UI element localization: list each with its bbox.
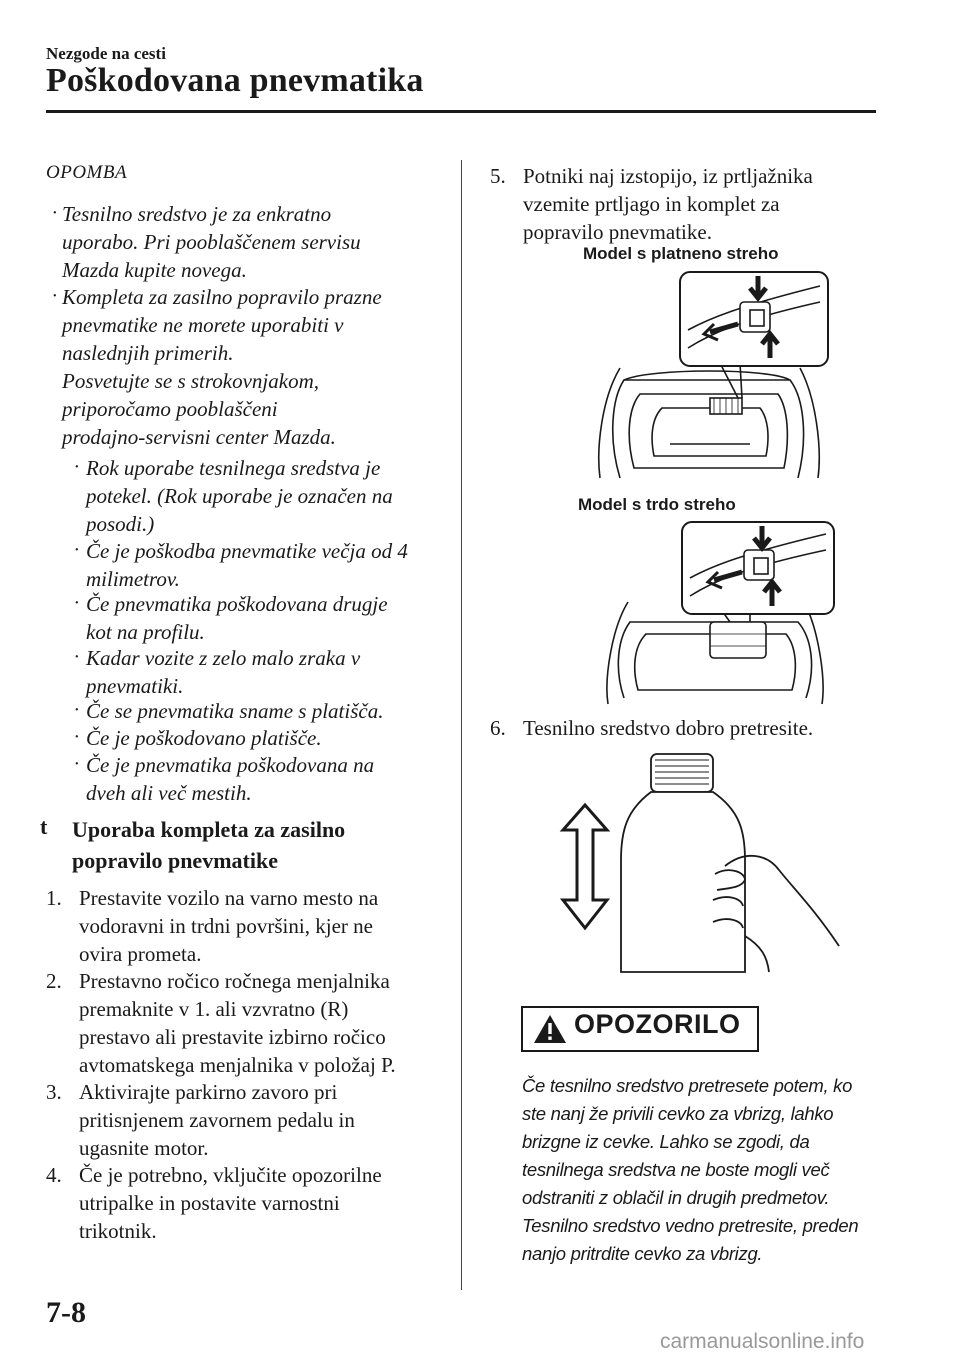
- text-line: Če se pnevmatika sname s platišča.: [86, 699, 384, 723]
- bullet-dot-icon: ·: [74, 539, 79, 561]
- step-item: [490, 162, 890, 246]
- bullet-dot-icon: ·: [74, 646, 79, 668]
- text-line: Tesnilno sredstvo je za enkratno: [62, 202, 332, 226]
- text-line: Če je poškodovano platišče.: [86, 726, 322, 750]
- text-line: Če pnevmatika poškodovana drugje: [86, 592, 388, 616]
- text-line: Uporaba kompleta za zasilno: [72, 817, 346, 842]
- step-number: 3.: [46, 1080, 62, 1104]
- text-line: pritisnjenem zavornem pedalu in: [79, 1108, 355, 1132]
- text-line: ugasnite motor.: [79, 1136, 209, 1160]
- text-line: uporabo. Pri pooblaščenem servisu: [62, 230, 361, 254]
- bullet-dot-icon: ·: [74, 699, 79, 721]
- note-sub-bullet: [74, 454, 454, 538]
- text-line: odstraniti z oblačil in drugih predmetov.: [522, 1187, 830, 1208]
- note-sub-bullet: [74, 537, 454, 593]
- text-line: Mazda kupite novega.: [62, 258, 247, 282]
- note-bullet: [52, 200, 442, 284]
- text-line: vodoravni in trdni površini, kjer ne: [79, 914, 373, 938]
- warning-text: [522, 1072, 882, 1268]
- warning-triangle-icon: [533, 1014, 567, 1044]
- note-title: OPOMBA: [46, 162, 128, 183]
- note-sub-bullet: [74, 644, 454, 700]
- text-line: Če je poškodba pnevmatike večja od 4: [86, 539, 408, 563]
- text-line: Posvetujte se s strokovnjakom,: [62, 369, 319, 393]
- text-line: potekel. (Rok uporabe je označen na: [86, 484, 393, 508]
- text-line: ovira prometa.: [79, 942, 202, 966]
- text-line: posodi.): [86, 512, 155, 536]
- text-line: Aktivirajte parkirno zavoro pri: [79, 1080, 338, 1104]
- step-number: 1.: [46, 886, 62, 910]
- section-label: Nezgode na cesti: [46, 44, 166, 63]
- bullet-dot-icon: ·: [74, 592, 79, 614]
- note-sub-bullet: [74, 724, 454, 752]
- text-line: dveh ali več mestih.: [86, 781, 252, 805]
- note-sub-bullet: [74, 590, 454, 646]
- text-line: Če je potrebno, vključite opozorilne: [79, 1163, 382, 1187]
- text-line: pnevmatiki.: [86, 674, 184, 698]
- step-item: [46, 967, 456, 1079]
- bullet-dot-icon: ·: [74, 753, 79, 775]
- bullet-dot-icon: ·: [74, 726, 79, 748]
- text-line: nanjo pritrdite cevko za vbrizg.: [522, 1243, 763, 1264]
- watermark: carmanualsonline.info: [660, 1330, 865, 1353]
- text-line: avtomatskega menjalnika v položaj P.: [79, 1053, 396, 1077]
- text-line: Tesnilno sredstvo vedno pretresite, preden: [522, 1215, 859, 1236]
- text-line: popravilo pnevmatike: [72, 848, 278, 873]
- text-line: Kompleta za zasilno popravilo prazne: [62, 285, 382, 309]
- note-sub-bullet: [74, 697, 454, 725]
- bullet-dot-icon: ·: [74, 456, 79, 478]
- text-line: Kadar vozite z zelo malo zraka v: [86, 646, 361, 670]
- text-line: pnevmatike ne morete uporabiti v: [62, 313, 344, 337]
- text-line: vzemite prtljago in komplet za: [523, 192, 780, 216]
- text-line: Tesnilno sredstvo dobro pretresite.: [523, 716, 814, 740]
- text-line: popravilo pnevmatike.: [523, 220, 712, 244]
- page-title: Poškodovana pnevmatika: [46, 62, 424, 99]
- text-line: ste nanj že privili cevko za vbrizg, lahko: [522, 1103, 834, 1124]
- text-line: Prestavno ročico ročnega menjalnika: [79, 969, 390, 993]
- text-line: Rok uporabe tesnilnega sredstva je: [86, 456, 381, 480]
- step-item: [490, 714, 890, 742]
- figure-label-soft-top: Model s platneno streho: [583, 244, 779, 263]
- text-line: naslednjih primerih.: [62, 341, 234, 365]
- figure-label-hard-top: Model s trdo streho: [578, 495, 736, 514]
- step-item: [46, 1078, 446, 1162]
- text-line: Če je pnevmatika poškodovana na: [86, 753, 375, 777]
- text-line: prodajno-servisni center Mazda.: [62, 425, 336, 449]
- note-bullet: [52, 283, 442, 451]
- subsection-marker: t: [40, 814, 48, 839]
- hard-top-trunk-illustration: [600, 518, 840, 708]
- text-line: Če tesnilno sredstvo pretresete potem, ko: [522, 1075, 853, 1096]
- bottle-shake-illustration: [555, 750, 845, 985]
- text-line: tesnilnega sredstva ne boste mogli več: [522, 1159, 830, 1180]
- step-number: 6.: [490, 716, 506, 740]
- bullet-dot-icon: ·: [52, 202, 57, 224]
- page-number: 7-8: [46, 1296, 86, 1329]
- step-number: 5.: [490, 164, 506, 188]
- text-line: kot na profilu.: [86, 620, 205, 644]
- warning-label: OPOZORILO: [574, 1009, 741, 1039]
- text-line: Potniki naj izstopijo, iz prtljažnika: [523, 164, 813, 188]
- text-line: prestavo ali prestavite izbirno ročico: [79, 1025, 386, 1049]
- text-line: milimetrov.: [86, 567, 180, 591]
- column-divider: [461, 160, 462, 1290]
- step-number: 2.: [46, 969, 62, 993]
- text-line: utripalke in postavite varnostni: [79, 1191, 340, 1215]
- soft-top-trunk-illustration: [590, 268, 840, 498]
- text-line: Prestavite vozilo na varno mesto na: [79, 886, 379, 910]
- step-number: 4.: [46, 1163, 62, 1187]
- text-line: priporočamo pooblaščeni: [62, 397, 278, 421]
- subsection-title: [72, 814, 442, 876]
- text-line: trikotnik.: [79, 1219, 157, 1243]
- step-item: [46, 1161, 446, 1245]
- text-line: premaknite v 1. ali vzvratno (R): [79, 997, 349, 1021]
- note-sub-bullet: [74, 751, 454, 807]
- step-item: [46, 884, 446, 968]
- bullet-dot-icon: ·: [52, 285, 57, 307]
- header-rule: [46, 110, 876, 113]
- text-line: brizgne iz cevke. Lahko se zgodi, da: [522, 1131, 810, 1152]
